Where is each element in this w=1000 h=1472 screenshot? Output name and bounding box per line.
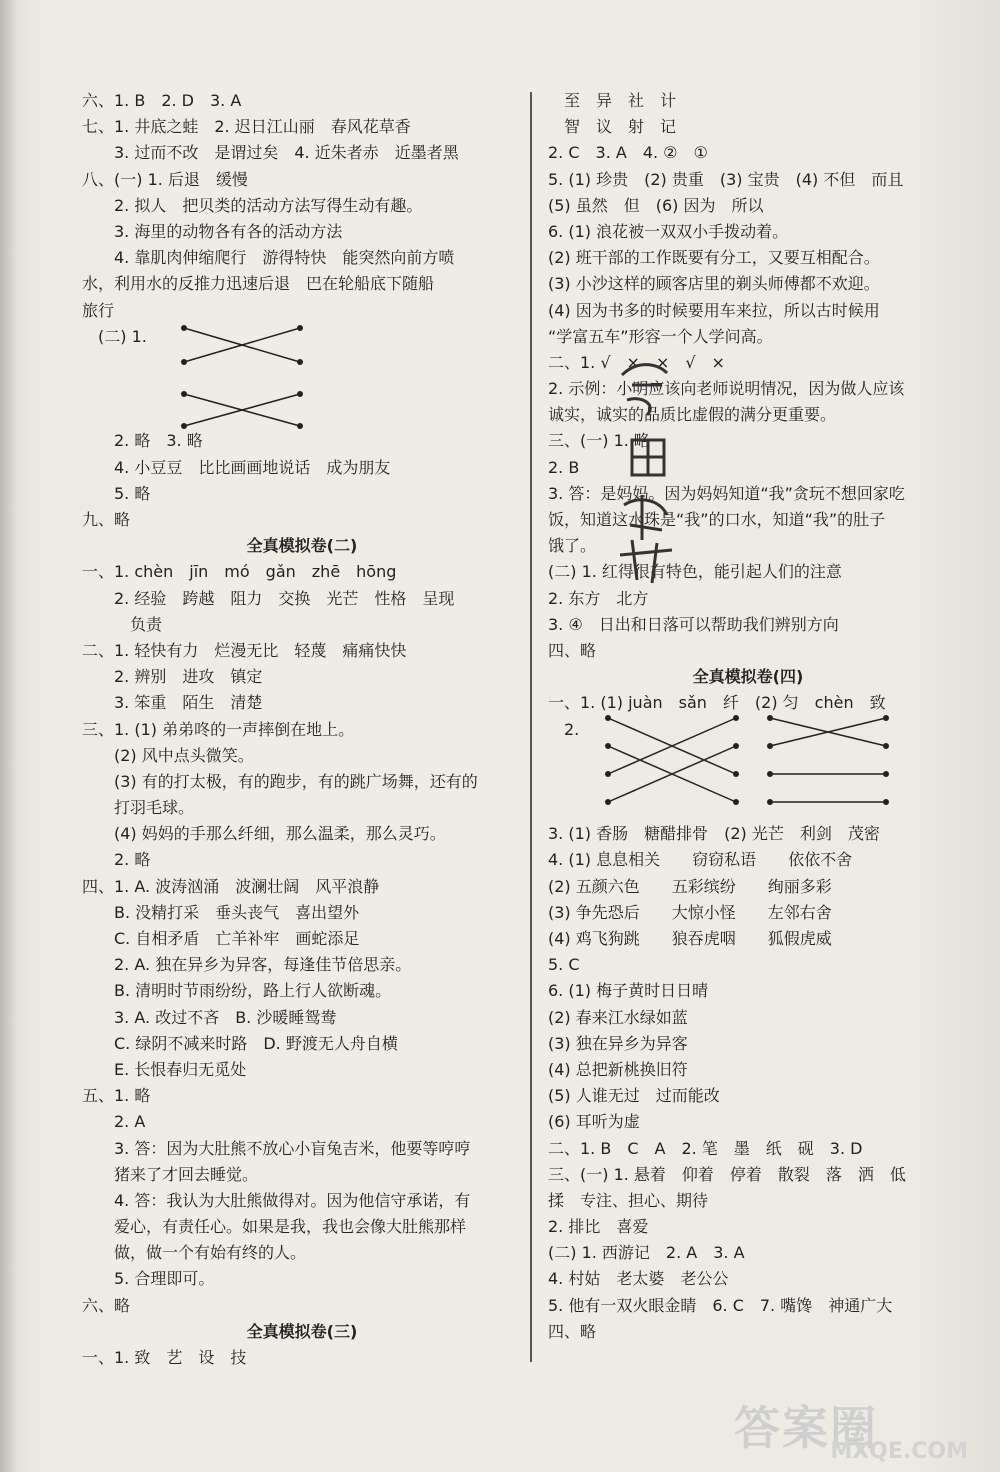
answer-line: 诚实，诚实的品质比虚假的满分更重要。 (548, 405, 837, 425)
answer-line: 6. (1) 梅子黄时日日晴 (548, 981, 709, 1001)
answer-line: 3. A. 改过不吝 B. 沙暖睡鸳鸯 (82, 1007, 337, 1027)
answer-line: 2. 辨别 进攻 镇定 (82, 667, 263, 687)
answer-line: (4) 因为书多的时候要用车来拉，所以古时候用 (548, 300, 880, 320)
section-title: 全真模拟卷(二) (246, 536, 358, 556)
answer-line: 智 议 射 记 (548, 117, 677, 137)
watermark-stamp (714, 1392, 984, 1464)
answer-line: 2. 略 (82, 850, 151, 870)
answer-line: (3) 有的打太极，有的跑步，有的跳广场舞，还有的 (82, 771, 478, 791)
answer-line: 4. (1) 息息相关 窃窃私语 依依不舍 (548, 850, 853, 870)
answer-line: 五、1. 略 (82, 1086, 151, 1106)
answer-line: 3. 答：因为大肚熊不放心小盲兔吉米，他要等哼哼 (82, 1138, 471, 1158)
matching-lines-right-b (766, 712, 896, 822)
answer-line: 至 异 社 计 (548, 91, 677, 110)
matching-diagram-right-b (766, 712, 896, 826)
answer-line: 5. 合理即可。 (82, 1269, 215, 1289)
answer-line: 4. 答：我认为大肚熊做得对。因为他信守承诺，有 (82, 1190, 471, 1210)
answer-line: 3. 笨重 陌生 清楚 (82, 693, 263, 713)
answer-line: 2. (548, 719, 580, 739)
answer-line: (4) 总把新桃换旧符 (548, 1059, 688, 1079)
answer-line: 三、(一) 1. 悬着 仰着 停着 散裂 落 洒 低 (548, 1164, 906, 1184)
answer-line: 2. A (82, 1112, 146, 1132)
answer-line: 3. 过而不改 是谓过矣 4. 近朱者赤 近墨者黑 (82, 143, 459, 163)
answer-line: (2) 春来江水绿如蓝 (548, 1007, 688, 1027)
answer-line: 2. 示例：小明应该向老师说明情况，因为做人应该 (548, 379, 905, 399)
answer-line: 二、1. B C A 2. 笔 墨 纸 砚 3. D (548, 1138, 863, 1158)
answer-line: (2) 班干部的工作既要有分工，又要互相配合。 (548, 248, 880, 268)
answer-line: 3. ④ 日出和日落可以帮助我们辨别方向 (548, 614, 839, 634)
binding-shadow (0, 0, 18, 1472)
answer-line: 2. 东方 北方 (548, 588, 649, 608)
section-title: 全真模拟卷(三) (246, 1321, 358, 1341)
answer-line: 做，做一个有始有终的人。 (82, 1243, 307, 1263)
answer-line: 六、1. B 2. D 3. A (82, 91, 242, 110)
answer-line: 一、1. chèn jīn mó gǎn zhē hōng (82, 562, 397, 582)
answer-line: 三、1. (1) 弟弟咚的一声摔倒在地上。 (82, 719, 355, 739)
answer-line: B. 清明时节雨纷纷，路上行人欲断魂。 (82, 981, 392, 1001)
answer-line: C. 自相矛盾 亡羊补牢 画蛇添足 (82, 929, 360, 948)
answer-line: 3. 答：是妈妈。因为妈妈知道“我”贪玩不想回家吃 (548, 483, 905, 503)
answer-line: 负责 (82, 614, 163, 634)
left-answer-column (82, 88, 522, 1371)
answer-line: (5) 人谁无过 过而能改 (548, 1086, 720, 1106)
answer-line: 七、1. 井底之蛙 2. 迟日江山丽 春风花草香 (82, 117, 411, 137)
answer-line: 饿了。 (548, 536, 597, 556)
matching-diagram-left (180, 320, 310, 434)
answer-line: 2. 拟人 把贝类的活动方法写得生动有趣。 (82, 195, 423, 215)
matching-diagram-right-a (604, 712, 744, 826)
answer-line: 一、1. (1) juàn sǎn 纤 (2) 匀 chèn 致 (548, 693, 886, 713)
answer-line: (二) 1. (82, 326, 147, 346)
answer-line: 5. 他有一双火眼金睛 6. C 7. 嘴馋 神通广大 (548, 1295, 893, 1315)
answer-line: C. 绿阴不减来时路 D. 野渡无人舟自横 (82, 1033, 398, 1053)
answer-line: 6. (1) 浪花被一双双小手拨动着。 (548, 221, 789, 241)
answer-line: 4. 小豆豆 比比画画地说话 成为朋友 (82, 457, 391, 477)
answer-line: E. 长恨春归无觅处 (82, 1059, 247, 1079)
matching-lines-right-a (604, 712, 744, 822)
answer-line: B. 没精打采 垂头丧气 喜出望外 (82, 902, 360, 922)
answer-line: 八、(一) 1. 后退 缓慢 (82, 169, 248, 189)
answer-line: (2) 五颜六色 五彩缤纷 绚丽多彩 (548, 876, 832, 896)
answer-line: 2. 经验 跨越 阻力 交换 光芒 性格 呈现 (82, 588, 455, 608)
answer-line: (2) 风中点头微笑。 (82, 745, 254, 765)
answer-line: (二) 1. 西游记 2. A 3. A (548, 1243, 745, 1263)
handwriting-scribble (612, 355, 682, 585)
answer-line: 2. 略 3. 略 (82, 431, 203, 451)
answer-line: (二) 1. 红得很有特色，能引起人们的注意 (548, 562, 842, 582)
matching-lines-left (180, 320, 310, 430)
answer-line: (3) 独在异乡为异客 (548, 1033, 688, 1053)
answer-line: 四、1. A. 波涛汹涌 波澜壮阔 风平浪静 (82, 876, 380, 896)
answer-line: 三、(一) 1. 略 (548, 431, 650, 451)
answer-line: 3. (1) 香肠 糖醋排骨 (2) 光芒 利剑 茂密 (548, 824, 880, 844)
answer-line: 4. 村姑 老太婆 老公公 (548, 1269, 729, 1289)
answer-line: (4) 鸡飞狗跳 狼吞虎咽 狐假虎威 (548, 929, 832, 948)
answer-line: 2. C 3. A 4. ② ① (548, 143, 708, 163)
answer-line: 5. C (548, 955, 580, 975)
watermark-url: MXQE.COM (830, 1439, 968, 1464)
answer-line: 旅行 (82, 300, 115, 320)
answer-line: 揉 专注、担心、期待 (548, 1190, 709, 1210)
answer-line: (6) 耳听为虚 (548, 1112, 640, 1132)
answer-line: 一、1. 致 艺 设 技 (82, 1348, 247, 1367)
answer-line: “学富五车”形容一个人学问高。 (548, 326, 773, 346)
answer-line: (3) 争先恐后 大惊小怪 左邻右舍 (548, 902, 832, 922)
section-title: 全真模拟卷(四) (692, 667, 804, 687)
watermark-brand: 答案圈 (734, 1401, 878, 1455)
answer-line: 2. A. 独在异乡为异客，每逢佳节倍思亲。 (82, 955, 412, 975)
answer-line: 5. 略 (82, 483, 151, 503)
answer-line: (5) 虽然 但 (6) 因为 所以 (548, 195, 764, 215)
answer-line: 爱心，有责任心。如果是我，我也会像大肚熊那样 (82, 1217, 467, 1237)
answer-line: 二、1. √ × × √ × (548, 352, 725, 372)
answer-line: 3. 海里的动物各有各的活动方法 (82, 221, 343, 241)
column-divider (530, 92, 532, 1362)
answer-line: 水，利用水的反推力迅速后退 巴在轮船底下随船 (82, 274, 435, 294)
answer-line: 2. 排比 喜爱 (548, 1217, 649, 1237)
answer-line: (3) 小沙这样的顾客店里的剃头师傅都不欢迎。 (548, 274, 880, 294)
answer-line: 二、1. 轻快有力 烂漫无比 轻蔑 痛痛快快 (82, 640, 407, 660)
answer-line: 饭，知道这水珠是“我”的口水，知道“我”的肚子 (548, 510, 886, 529)
answer-line: 5. (1) 珍贵 (2) 贵重 (3) 宝贵 (4) 不但 而且 (548, 169, 904, 189)
answer-line: 六、略 (82, 1295, 131, 1315)
answer-line: 四、略 (548, 1321, 597, 1341)
answer-line: 四、略 (548, 640, 597, 660)
answer-line: 4. 靠肌肉伸缩爬行 游得特快 能突然向前方喷 (82, 248, 455, 268)
answer-line: 九、略 (82, 510, 131, 529)
answer-line: 2. B (548, 457, 580, 477)
answer-line: 打羽毛球。 (82, 798, 195, 818)
answer-line: 猪来了才回去睡觉。 (82, 1164, 259, 1184)
answer-line: (4) 妈妈的手那么纤细，那么温柔，那么灵巧。 (82, 824, 446, 844)
